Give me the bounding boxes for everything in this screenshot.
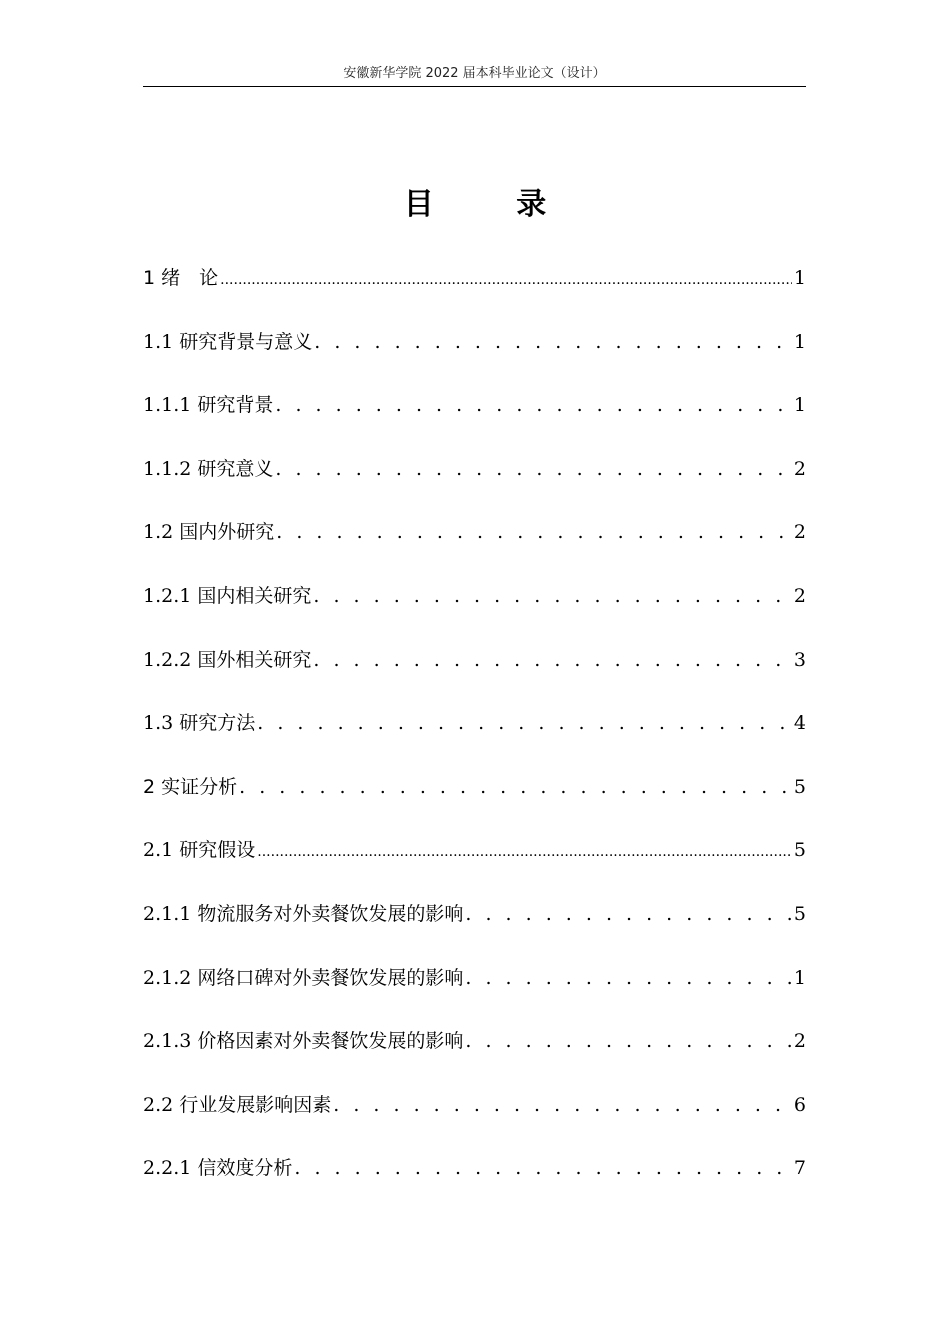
toc-dot-leader bbox=[275, 451, 792, 487]
toc-entry-label: 1 绪 论 bbox=[143, 267, 219, 289]
toc-entry-label: 2 实证分析 bbox=[143, 775, 238, 798]
toc-dot-leader bbox=[333, 1087, 792, 1123]
toc-entry-label: 1.2.1 国内相关研究 bbox=[143, 584, 312, 607]
toc-entry-page-number: 5 bbox=[793, 902, 806, 925]
toc-entry[interactable] bbox=[143, 324, 806, 388]
toc-dot-leader bbox=[257, 834, 792, 870]
toc-entry[interactable] bbox=[143, 642, 806, 706]
toc-entry-label: 2.2.1 信效度分析 bbox=[143, 1157, 293, 1180]
toc-entry[interactable] bbox=[143, 387, 806, 451]
toc-entry[interactable] bbox=[143, 705, 806, 769]
toc-entry-page-number: 5 bbox=[793, 775, 806, 798]
toc-entry-page-number: 2 bbox=[793, 1030, 806, 1053]
toc-entry-label: 1.1.2 研究意义 bbox=[143, 457, 274, 480]
toc-dot-leader bbox=[465, 896, 792, 932]
toc-list bbox=[143, 260, 806, 1214]
toc-entry-label: 2.1 研究假设 bbox=[143, 839, 256, 862]
toc-dot-leader bbox=[465, 1023, 792, 1059]
toc-entry[interactable] bbox=[143, 896, 806, 960]
toc-entry-page-number: 4 bbox=[793, 712, 806, 735]
toc-entry-label: 2.1.3 价格因素对外卖餐饮发展的影响 bbox=[143, 1030, 464, 1053]
toc-entry-label: 1.2.2 国外相关研究 bbox=[143, 648, 312, 671]
toc-entry-page-number: 5 bbox=[793, 839, 806, 862]
toc-entry[interactable] bbox=[143, 769, 806, 833]
toc-dot-leader bbox=[294, 1150, 792, 1186]
toc-entry-page-number: 7 bbox=[793, 1157, 806, 1180]
page-header: 安徽新华学院 2022 届本科毕业论文（设计） bbox=[143, 64, 806, 87]
toc-entry-page-number: 2 bbox=[793, 521, 806, 544]
toc-dot-leader bbox=[276, 514, 792, 550]
toc-dot-leader bbox=[239, 769, 792, 805]
toc-entry-page-number: 1 bbox=[793, 330, 806, 353]
toc-dot-leader bbox=[313, 578, 792, 614]
toc-entry[interactable] bbox=[143, 514, 806, 578]
toc-title: 目 录 bbox=[403, 187, 583, 222]
toc-entry-label: 2.1.2 网络口碑对外卖餐饮发展的影响 bbox=[143, 966, 464, 989]
toc-entry-label: 1.1 研究背景与意义 bbox=[143, 330, 313, 353]
toc-entry-page-number: 2 bbox=[793, 457, 806, 480]
toc-dot-leader bbox=[314, 324, 792, 360]
toc-entry-label: 2.2 行业发展影响因素 bbox=[143, 1093, 332, 1116]
toc-entry-label: 2.1.1 物流服务对外卖餐饮发展的影响 bbox=[143, 902, 464, 925]
toc-entry-page-number: 1 bbox=[793, 394, 806, 417]
toc-entry[interactable] bbox=[143, 1087, 806, 1151]
toc-entry-page-number: 6 bbox=[793, 1093, 806, 1116]
toc-dot-leader bbox=[275, 387, 792, 423]
toc-entry-label: 1.2 国内外研究 bbox=[143, 521, 275, 544]
toc-entry-label: 1.1.1 研究背景 bbox=[143, 394, 274, 417]
toc-entry[interactable] bbox=[143, 1023, 806, 1087]
toc-entry[interactable] bbox=[143, 960, 806, 1024]
toc-entry[interactable] bbox=[143, 578, 806, 642]
toc-entry-page-number: 3 bbox=[793, 648, 806, 671]
toc-entry-page-number: 2 bbox=[793, 584, 806, 607]
toc-dot-leader bbox=[465, 960, 792, 996]
toc-entry[interactable] bbox=[143, 451, 806, 515]
toc-dot-leader bbox=[257, 705, 792, 741]
toc-dot-leader bbox=[313, 642, 792, 678]
toc-entry-page-number: 1 bbox=[793, 966, 806, 989]
toc-dot-leader bbox=[220, 262, 792, 298]
toc-entry-label: 1.3 研究方法 bbox=[143, 712, 256, 735]
toc-entry[interactable] bbox=[143, 260, 806, 324]
toc-entry[interactable] bbox=[143, 1150, 806, 1214]
toc-entry[interactable] bbox=[143, 832, 806, 896]
toc-entry-page-number: 1 bbox=[793, 267, 806, 289]
